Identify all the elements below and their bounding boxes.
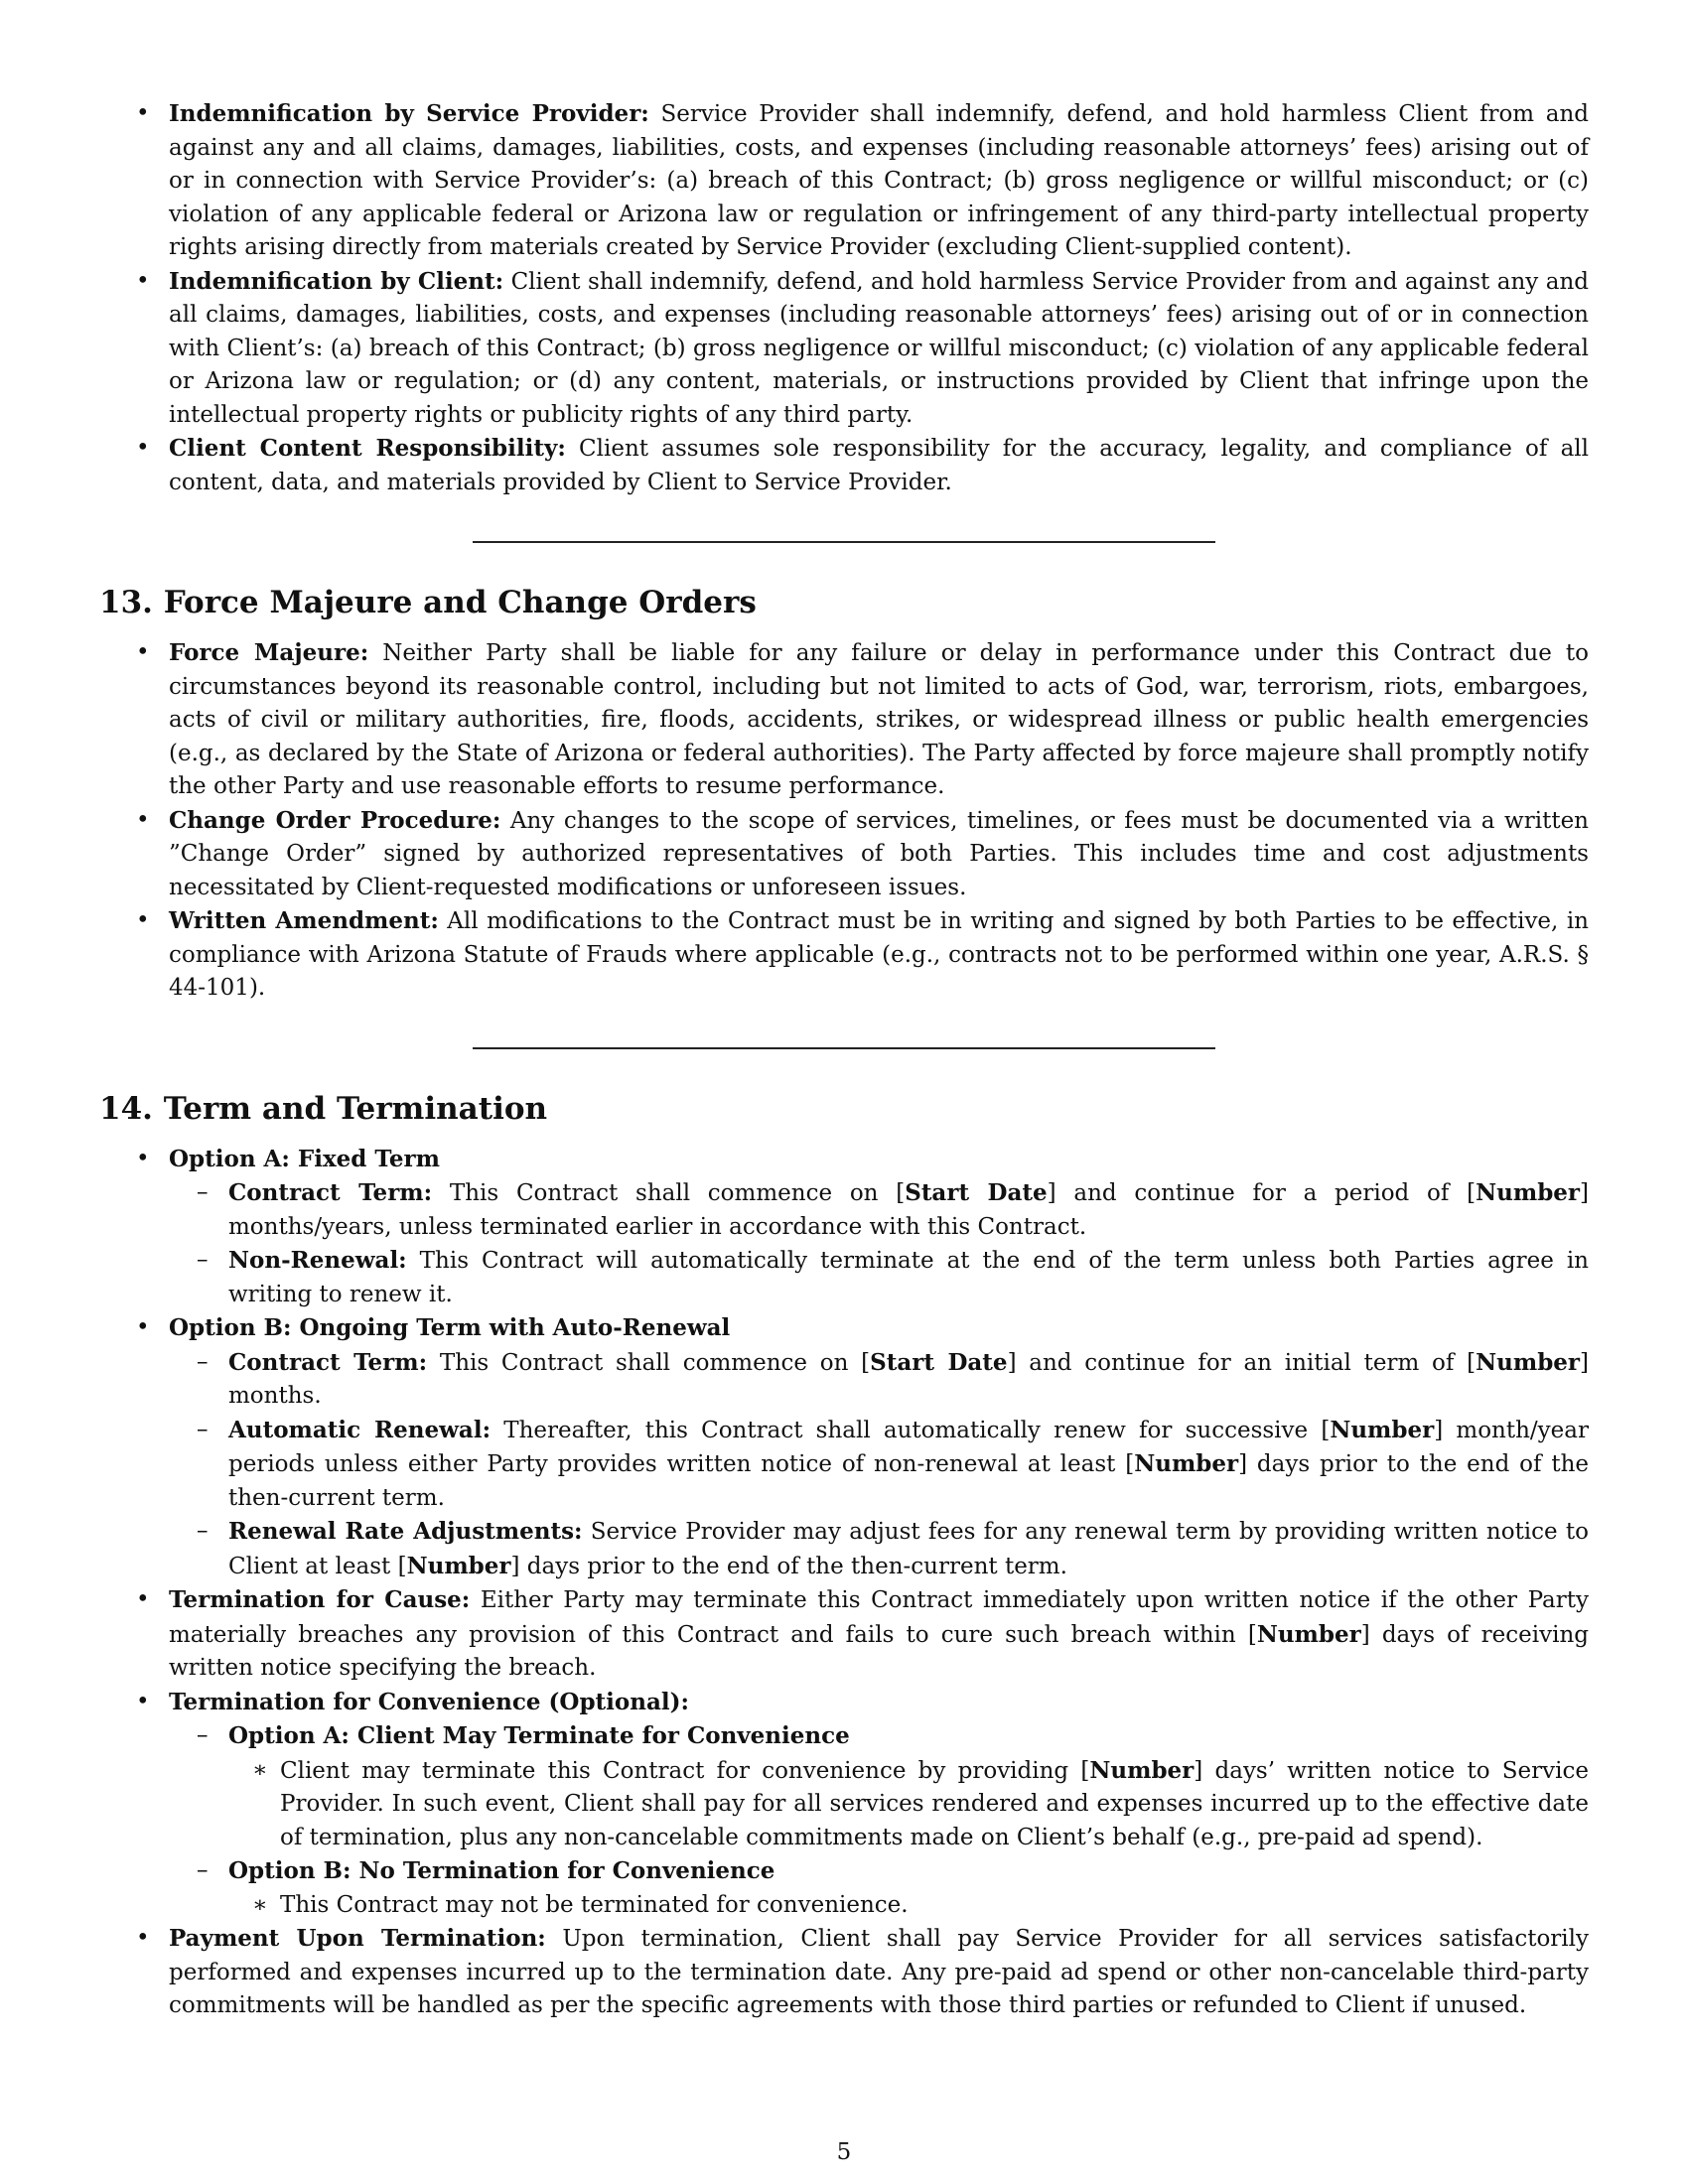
section-14-list	[99, 1143, 1589, 2023]
item-text: Neither Party shall be liable for any failure or delay in performance under this Contract due to circumstances beyond its reasonable control, including but not limited to acts of God, war, terrorism, riots, embargoes, acts of civil or military authorities, fire, floods, accidents, strikes, or widespread illness or public health emergencies (e.g., as declared by the State of Arizona or federal authorities). The Party affected by force majeure shall promptly notify the other Party and use reasonable efforts to resume performance.	[169, 640, 1589, 799]
option-b-label: Option B: Ongoing Term with Auto-Renewal	[169, 1314, 731, 1341]
item-label: Written Amendment:	[169, 907, 439, 934]
convenience-option-b-list	[228, 1889, 1589, 1923]
item-label: Termination for Convenience (Optional):	[169, 1688, 689, 1715]
sub-item	[169, 1854, 1589, 1922]
item-text: Client may terminate this Contract for convenience by providing [	[280, 1757, 1090, 1784]
section-14-heading: 14. Term and Termination	[99, 1090, 548, 1127]
item-text: Service Provider may adjust fees for any renewal term by providing written notice to Client at least [	[228, 1519, 1589, 1579]
placeholder-field: Number	[1256, 1620, 1361, 1648]
item-label: Change Order Procedure:	[169, 806, 501, 834]
item-text: ] months.	[228, 1349, 1590, 1409]
item-text: All modifications to the Contract must be in writing and signed by both Parties to be effective, in compliance with Arizona Statute of Frauds where applicable (e.g., contracts not to be performed within one year, A.R.S. § 44-101).	[169, 908, 1589, 1001]
list-item	[99, 1583, 1589, 1686]
item-label: Non-Renewal:	[228, 1247, 407, 1274]
list-item	[99, 904, 1589, 1006]
list-item	[99, 265, 1589, 433]
sub-item	[169, 1719, 1589, 1854]
list-item	[99, 1311, 1589, 1583]
section-13-heading: 13. Force Majeure and Change Orders	[99, 585, 757, 620]
convenience-option-a-list	[228, 1754, 1589, 1855]
sub-item	[169, 1346, 1589, 1414]
item-label: Indemnification by Service Provider:	[169, 100, 649, 127]
item-text: ] months/years, unless terminated earlier in accordance with this Contract.	[228, 1180, 1590, 1240]
list-item	[99, 1143, 1589, 1312]
option-label: Option B: No Termination for Convenience	[228, 1857, 775, 1884]
item-text: This Contract will automatically terminate at the end of the term unless both Parties agree in writing to renew it.	[228, 1248, 1589, 1307]
option-b-sublist	[169, 1346, 1589, 1584]
item-text: ] days’ written notice to Service Provider. In such event, Client shall pay for all services rendered and expenses incurred up to the effective date of termination, plus any non-cancelable commitments made on Client’s behalf (e.g., pre-paid ad spend).	[280, 1757, 1589, 1850]
item-text: ] and continue for a period of [	[1047, 1180, 1477, 1206]
item-label: Termination for Cause:	[169, 1586, 471, 1613]
placeholder-field: Number	[1134, 1450, 1239, 1477]
item-text: ] days prior to the end of the then-current term.	[228, 1451, 1589, 1511]
section-13-list	[99, 636, 1589, 1006]
item-text: This Contract may not be terminated for convenience.	[280, 1891, 909, 1918]
item-text: ] days prior to the end of the then-current term.	[510, 1553, 1067, 1579]
placeholder-field: Number	[1330, 1416, 1435, 1443]
placeholder-field: Number	[1476, 1179, 1581, 1206]
section-12-list	[99, 97, 1589, 499]
item-text: Client assumes sole responsibility for the accuracy, legality, and compliance of all content, data, and materials provided by Client to Service Provider.	[169, 436, 1589, 495]
placeholder-field: Start Date	[905, 1179, 1048, 1206]
item-label: Contract Term:	[228, 1348, 428, 1376]
option-label: Option A: Client May Terminate for Convenience	[228, 1722, 850, 1749]
sub-sub-item	[228, 1889, 1589, 1923]
item-label: Contract Term:	[228, 1179, 433, 1206]
item-label: Client Content Responsibility:	[169, 435, 566, 462]
list-item	[99, 1922, 1589, 2023]
placeholder-field: Number	[406, 1552, 511, 1579]
item-text: ] days of receiving written notice specifying the breach.	[169, 1621, 1589, 1681]
item-label: Indemnification by Client:	[169, 267, 504, 295]
item-text: Upon termination, Client shall pay Service Provider for all services satisfactorily performed and expenses incurred up to the termination date. Any pre-paid ad spend or other non-cancelable third-party commitments will be handled as per the specific agreements with those third parties or refunded to Client if unused.	[169, 1926, 1589, 2018]
option-a-label: Option A: Fixed Term	[169, 1145, 440, 1172]
convenience-sublist	[169, 1719, 1589, 1922]
item-text: ] and continue for an initial term of [	[1007, 1349, 1477, 1376]
placeholder-field: Number	[1476, 1348, 1581, 1376]
item-text: Service Provider shall indemnify, defend, and hold harmless Client from and against any and all claims, damages, liabilities, costs, and expenses (including reasonable attorneys’ fees) arising out of or in connection with Service Provider’s: (a) breach of this Contract; (b) gross negligence or willful misconduct; or (c) violation of any applicable federal or Arizona law or regulation or infringement of any third-party intellectual property rights arising directly from materials created by Service Provider (excluding Client-supplied content).	[169, 101, 1590, 260]
item-text: Any changes to the scope of services, timelines, or fees must be documented via a written ”Change Order” signed by authorized representatives of both Parties. This includes time and cost adjustments necessitated by Client-requested modifications or unforeseen issues.	[169, 807, 1589, 900]
item-text: This Contract shall commence on [	[432, 1180, 906, 1206]
list-item	[99, 636, 1589, 804]
sub-item	[169, 1176, 1589, 1244]
item-label: Payment Upon Termination:	[169, 1925, 546, 1952]
section-divider	[473, 541, 1215, 543]
item-text: Client shall indemnify, defend, and hold harmless Service Provider from and against any and all claims, damages, liabilities, costs, and expenses (including reasonable attorneys’ fees) arising out of or in connection with Client’s: (a) breach of this Contract; (b) gross negligence or willful misconduct; (c) violation of any applicable federal or Arizona law or regulation; or (d) any content, materials, or instructions provided by Client that infringe upon the intellectual property rights or publicity rights of any third party.	[169, 268, 1589, 428]
item-text: ] month/year periods unless either Party provides written notice of non-renewal at least [	[228, 1417, 1589, 1477]
sub-sub-item	[228, 1754, 1589, 1855]
sub-item	[169, 1244, 1589, 1311]
item-label: Automatic Renewal:	[228, 1416, 492, 1443]
list-item	[99, 97, 1589, 265]
item-text: This Contract shall commence on [	[427, 1349, 871, 1376]
item-text: Either Party may terminate this Contract immediately upon written notice if the other Party materially breaches any provision of this Contract and fails to cure such breach within [	[169, 1587, 1589, 1648]
placeholder-field: Start Date	[870, 1348, 1008, 1376]
item-text: Thereafter, this Contract shall automatically renew for successive [	[491, 1417, 1331, 1443]
section-divider	[473, 1047, 1215, 1049]
document-page	[99, 97, 1589, 2023]
page-number: 5	[836, 2139, 852, 2165]
list-item	[99, 804, 1589, 905]
placeholder-field: Number	[1089, 1756, 1195, 1784]
sub-item	[169, 1515, 1589, 1583]
item-label: Force Majeure:	[169, 639, 369, 666]
sub-item	[169, 1414, 1589, 1516]
list-item	[99, 432, 1589, 499]
list-item	[99, 1686, 1589, 1923]
option-a-sublist	[169, 1176, 1589, 1311]
item-label: Renewal Rate Adjustments:	[228, 1518, 583, 1545]
